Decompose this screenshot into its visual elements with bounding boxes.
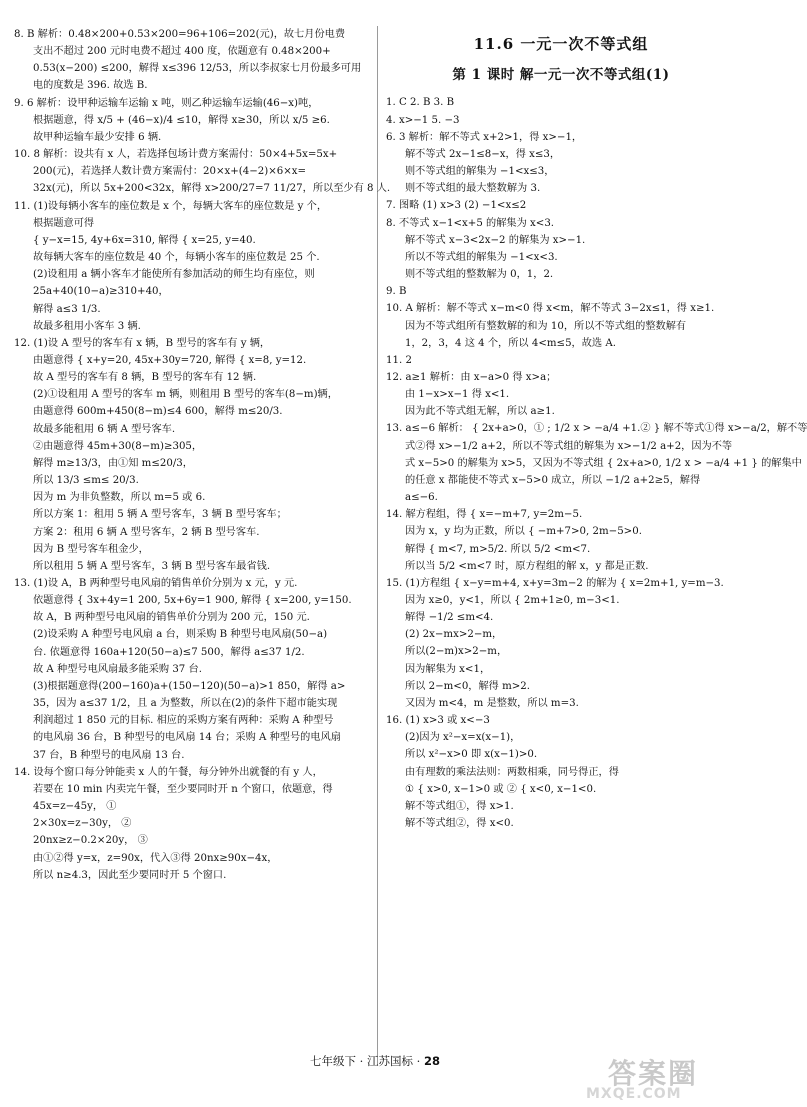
left-line: (2)设采购 A 种型号电风扇 a 台，则采购 B 种型号电风扇(50−a)	[33, 629, 328, 641]
right-line: 解得 { m<7, m>5/2. 所以 5/2 <m<7.	[405, 543, 591, 555]
left-line: 支出不超过 200 元时电费不超过 400 度，依题意有 0.48×200+	[33, 46, 331, 58]
left-line: 依题意得 { 3x+4y=1 200, 5x+6y=1 900, 解得 { x=200, y=150.	[33, 595, 352, 607]
left-line: 2×30x=z−30y， ②	[33, 818, 132, 830]
right-line: 解得 −1/2 ≤m<4.	[405, 612, 494, 624]
left-line: 台. 依题意得 160a+120(50−a)≤7 500，解得 a≤37 1/2.	[33, 646, 305, 658]
left-line: 故甲种运输车最少安排 6 辆.	[33, 131, 162, 143]
left-line: 8. B 解析：0.48×200+0.53×200=96+106=202(元)，故七月份电费	[14, 29, 346, 40]
right-line: 则不等式组的最大整数解为 3.	[405, 183, 541, 195]
right-line: 4. x>−1 5. −3	[386, 114, 460, 126]
right-line: 所以 2−m<0，解得 m>2.	[405, 680, 531, 692]
left-line: 所以租用 5 辆 A 型号客车，3 辆 B 型号客车最省钱.	[33, 560, 271, 572]
watermark-url: MXQE.COM	[586, 1086, 682, 1102]
right-line: 所以当 5/2 <m<7 时，原方程组的解 x，y 都是正数.	[405, 560, 649, 572]
left-line: 根据题意，得 x/5 + (46−x)/4 ≤10，解得 x≥30，所以 x/5 ≥6.	[33, 114, 330, 126]
right-line: 1，2，3，4 这 4 个，所以 4<m≤5，故选 A.	[405, 337, 616, 349]
right-line: 式 x−5>0 的解集为 x>5，又因为不等式组 { 2x+a>0, 1/2 x > −a/4 +1 } 的解集中	[405, 457, 802, 469]
left-line: 故 A，B 两种型号电风扇的销售单价分别为 200 元，150 元.	[33, 612, 310, 624]
right-body	[386, 96, 807, 830]
right-line: 因为解集为 x<1，	[405, 663, 491, 675]
left-line: 故最多租用小客车 3 辆.	[33, 320, 141, 332]
left-line: (3)根据题意得(200−160)a+(150−120)(50−a)>1 850，解得 a>	[33, 680, 346, 692]
left-line: 由题意得 600m+450(8−m)≤4 600，解得 m≤20/3.	[33, 406, 283, 418]
right-line: 又因为 m<4，m 是整数，所以 m=3.	[405, 697, 579, 709]
right-line: 8. 不等式 x−1<x+5 的解集为 x<3.	[386, 217, 555, 229]
right-line: (2) 2x−mx>2−m，	[405, 629, 503, 641]
left-line: 10. 8 解析：设共有 x 人，若选择包场计费方案需付：50×4+5x=5x+	[14, 149, 338, 161]
right-line: 13. a≤−6 解析： { 2x+a>0，① ; 1/2 x > −a/4 +1.② } 解不等式①得 x>−a/2，解不等	[386, 423, 807, 435]
left-line: 解得 m≥13/3，由①知 m≤20/3，	[33, 457, 193, 469]
left-line: 故最多能租用 6 辆 A 型号客车.	[33, 423, 176, 435]
left-line: 11. (1)设每辆小客车的座位数是 x 个，每辆大客车的座位数是 y 个，	[14, 200, 328, 212]
left-line: 所以 13/3 ≤m≤ 20/3.	[33, 475, 139, 487]
right-line: ① { x>0, x−1>0 或 ② { x<0, x−1<0.	[405, 783, 597, 795]
left-line: 解得 a≤3 1/3.	[33, 303, 101, 315]
left-line: 0.53(x−200) ≤200，解得 x≤396 12/53，所以李叔家七月份最多可用	[33, 63, 362, 75]
left-line: ②由题意得 45m+30(8−m)≥305，	[33, 440, 203, 452]
right-line: 1. C 2. B 3. B	[386, 97, 455, 109]
left-line: (2)设租用 a 辆小客车才能使所有参加活动的师生均有座位，则	[33, 269, 315, 281]
watermark-text: 答案圈	[608, 1057, 699, 1090]
left-line: 根据题意可得	[33, 217, 95, 229]
watermark-logo	[586, 1055, 736, 1101]
left-line: 利润超过 1 850 元的目标. 相应的采购方案有两种：采购 A 种型号	[33, 715, 334, 727]
right-line: 14. 解方程组，得 { x=−m+7, y=2m−5.	[386, 509, 583, 521]
left-line: 所以方案 1：租用 5 辆 A 型号客车，3 辆 B 型号客车；	[33, 509, 287, 521]
right-line: 10. A 解析：解不等式 x−m<0 得 x<m，解不等式 3−2x≤1，得 x≥1.	[386, 303, 715, 315]
left-line: 故每辆大客车的座位数是 40 个，每辆小客车的座位数是 25 个.	[33, 252, 320, 264]
left-line: 9. 6 解析：设甲种运输车运输 x 吨，则乙种运输车运输(46−x)吨，	[14, 97, 319, 109]
left-line: 方案 2：租用 6 辆 A 型号客车，2 辆 B 型号客车.	[33, 526, 260, 538]
right-column	[386, 28, 807, 834]
left-line: (2)①设租用 A 型号的客车 m 辆，则租用 B 型号的客车(8−m)辆，	[33, 389, 338, 401]
left-line: 200(元)，若选择人数计费方案需付：20×x+(4−2)×6×x=	[33, 166, 307, 178]
lesson-title: 第 1 课时 解一元一次不等式组(1)	[452, 67, 670, 84]
footer-label: 七年级下 · 江苏国标 ·	[310, 1054, 424, 1068]
right-line: 16. (1) x>3 或 x<−3	[386, 715, 490, 727]
right-line: 因为此不等式组无解，所以 a≥1.	[405, 406, 555, 418]
right-line: 所以 x²−x>0 即 x(x−1)>0.	[405, 749, 538, 761]
left-line: 所以 n≥4.3，因此至少要同时开 5 个窗口.	[33, 869, 227, 881]
right-line: 所以(2−m)x>2−m，	[405, 646, 508, 658]
right-line: 9. B	[386, 286, 407, 298]
section-title: 11.6 一元一次不等式组	[473, 35, 649, 53]
left-line: 37 台，B 种型号的电风扇 13 台.	[33, 749, 185, 761]
right-line: 解不等式组②，得 x<0.	[405, 818, 514, 830]
left-line: 32x(元)，所以 5x+200<32x，解得 x>200/27=7 11/27，所以至少有 8 人.	[33, 183, 391, 195]
left-line: 20nx≥z−0.2×20y， ③	[33, 835, 148, 847]
left-line: 由①②得 y=x，z=90x，代入③得 20nx≥90x−4x，	[33, 852, 278, 864]
right-line: 式②得 x>−1/2 a+2，所以不等式组的解集为 x>−1/2 a+2，因为不等	[405, 440, 733, 452]
right-line: 由有理数的乘法法则：两数相乘，同号得正，得	[405, 766, 619, 778]
left-line: 电的度数是 396. 故选 B.	[33, 80, 148, 92]
left-line: 故 A 型号的客车有 8 辆，B 型号的客车有 12 辆.	[33, 372, 257, 384]
left-line: 35，因为 a≤37 1/2，且 a 为整数，所以在(2)的条件下超市能实现	[33, 698, 338, 710]
left-line: 因为 B 型号客车租金少，	[33, 543, 149, 555]
left-line: 13. (1)设 A，B 两种型号电风扇的销售单价分别为 x 元，y 元.	[14, 578, 298, 589]
left-line: 45x=z−45y， ①	[33, 801, 117, 813]
left-column	[14, 28, 391, 886]
right-line: 15. (1)方程组 { x−y=m+4, x+y=3m−2 的解为 { x=2m+1, y=m−3.	[386, 577, 724, 589]
left-line: 的电风扇 36 台，B 种型号的电风扇 14 台；采购 A 种型号的电风扇	[33, 732, 341, 744]
right-line: 因为不等式组所有整数解的和为 10，所以不等式组的整数解有	[405, 320, 687, 332]
left-line: 14. 设每个窗口每分钟能卖 x 人的午餐，每分钟外出就餐的有 y 人，	[14, 766, 323, 778]
right-line: 6. 3 解析：解不等式 x+2>1，得 x>−1，	[386, 131, 583, 143]
right-line: 由 1−x>x−1 得 x<1.	[405, 389, 510, 401]
left-line: 因为 m 为非负整数，所以 m=5 或 6.	[33, 492, 206, 504]
right-line: (2)因为 x²−x=x(x−1)，	[405, 732, 521, 744]
left-line: 由题意得 { x+y=20, 45x+30y=720, 解得 { x=8, y=12.	[33, 354, 307, 366]
left-line: 25a+40(10−a)≥310+40，	[33, 286, 169, 298]
right-line: 解不等式 x−3<2x−2 的解集为 x>−1.	[405, 234, 586, 246]
left-line: 12. (1)设 A 型号的客车有 x 辆，B 型号的客车有 y 辆，	[14, 337, 271, 349]
right-line: 因为 x，y 均为正数，所以 { −m+7>0, 2m−5>0.	[405, 526, 642, 538]
right-line: 11. 2	[386, 354, 412, 366]
right-line: 则不等式组的整数解为 0，1，2.	[405, 269, 554, 281]
right-line: 解不等式组①，得 x>1.	[405, 800, 514, 812]
right-line: 7. 图略 (1) x>3 (2) −1<x≤2	[386, 200, 527, 212]
right-line: 解不等式 2x−1≤8−x，得 x≤3，	[405, 148, 561, 160]
right-line: 12. a≥1 解析：由 x−a>0 得 x>a；	[386, 371, 557, 383]
right-line: 的任意 x 都能使不等式 x−5>0 成立，所以 −1/2 a+2≥5，解得	[405, 474, 701, 486]
left-line: { y−x=15, 4y+6x=310, 解得 { x=25, y=40.	[33, 234, 256, 246]
right-line: 因为 x≥0，y<1，所以 { 2m+1≥0, m−3<1.	[405, 595, 620, 606]
right-line: 所以不等式组的解集为 −1<x<3.	[405, 251, 558, 263]
right-line: 则不等式组的解集为 −1<x≤3，	[405, 166, 555, 178]
right-line: a≤−6.	[405, 492, 438, 504]
left-line: 若要在 10 min 内卖完午餐，至少要同时开 n 个窗口，依题意，得	[33, 783, 333, 795]
page-number: 28	[423, 1054, 440, 1068]
left-line: 故 A 种型号电风扇最多能采购 37 台.	[33, 663, 202, 675]
